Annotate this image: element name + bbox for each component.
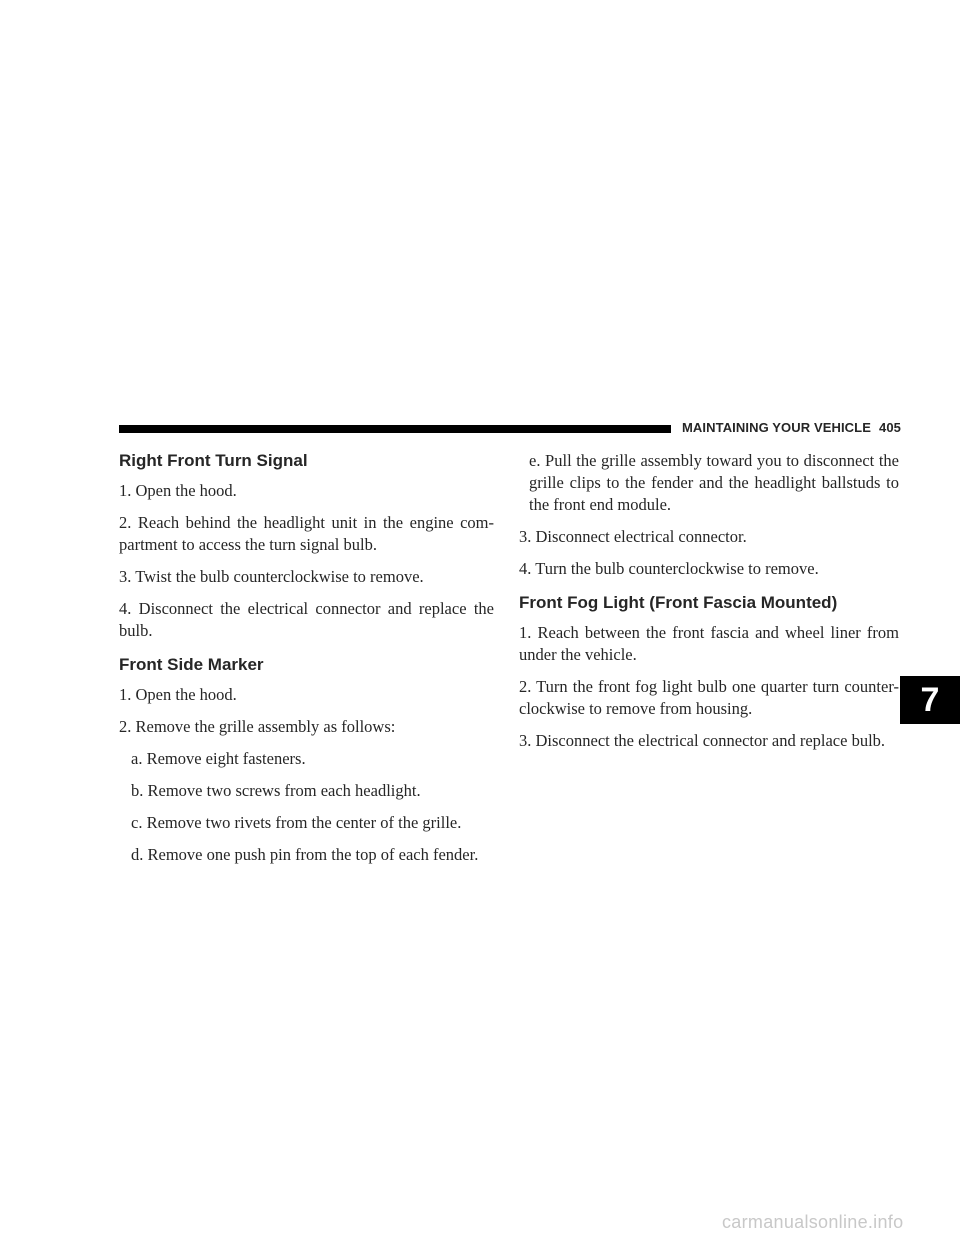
heading-right-front-turn-signal: Right Front Turn Signal <box>119 451 308 470</box>
substep: c. Remove two rivets from the center of the grille. <box>131 813 462 832</box>
step: 2. Remove the grille assembly as follows: <box>119 717 396 736</box>
step: 3. Twist the bulb counterclockwise to remove. <box>119 567 424 586</box>
step: 2. Turn the front fog light bulb one quarter turn counter-clockwise to remove from housing. <box>519 677 899 718</box>
step: 3. Disconnect the electrical connector and replace bulb. <box>519 731 886 750</box>
heading-front-fog-light: Front Fog Light (Front Fascia Mounted) <box>519 593 838 612</box>
right-column <box>519 450 899 762</box>
step: 2. Reach behind the headlight unit in the engine com-partment to access the turn signal bulb. <box>119 513 494 554</box>
step: 1. Reach between the front fascia and wheel liner from under the vehicle. <box>519 623 899 664</box>
step: 4. Turn the bulb counterclockwise to remove. <box>519 559 819 578</box>
step: 1. Open the hood. <box>119 685 237 704</box>
header-rule <box>119 425 671 433</box>
step: 4. Disconnect the electrical connector and replace the bulb. <box>119 599 494 640</box>
left-column <box>119 450 494 876</box>
substep: a. Remove eight fasteners. <box>131 749 306 768</box>
substep: b. Remove two screws from each headlight. <box>131 781 421 800</box>
substep: e. Pull the grille assembly toward you to disconnect the grille clips to the fender and the headlight ballstuds to the front end module. <box>529 451 899 514</box>
step: 1. Open the hood. <box>119 481 237 500</box>
running-header <box>682 420 901 435</box>
step: 3. Disconnect electrical connector. <box>519 527 747 546</box>
page-number: 405 <box>878 420 901 435</box>
heading-front-side-marker: Front Side Marker <box>119 655 264 674</box>
watermark: carmanualsonline.info <box>722 1212 904 1232</box>
chapter-tab: 7 <box>900 676 960 724</box>
substep: d. Remove one push pin from the top of each fender. <box>131 845 479 864</box>
section-title: MAINTAINING YOUR VEHICLE <box>682 420 871 435</box>
